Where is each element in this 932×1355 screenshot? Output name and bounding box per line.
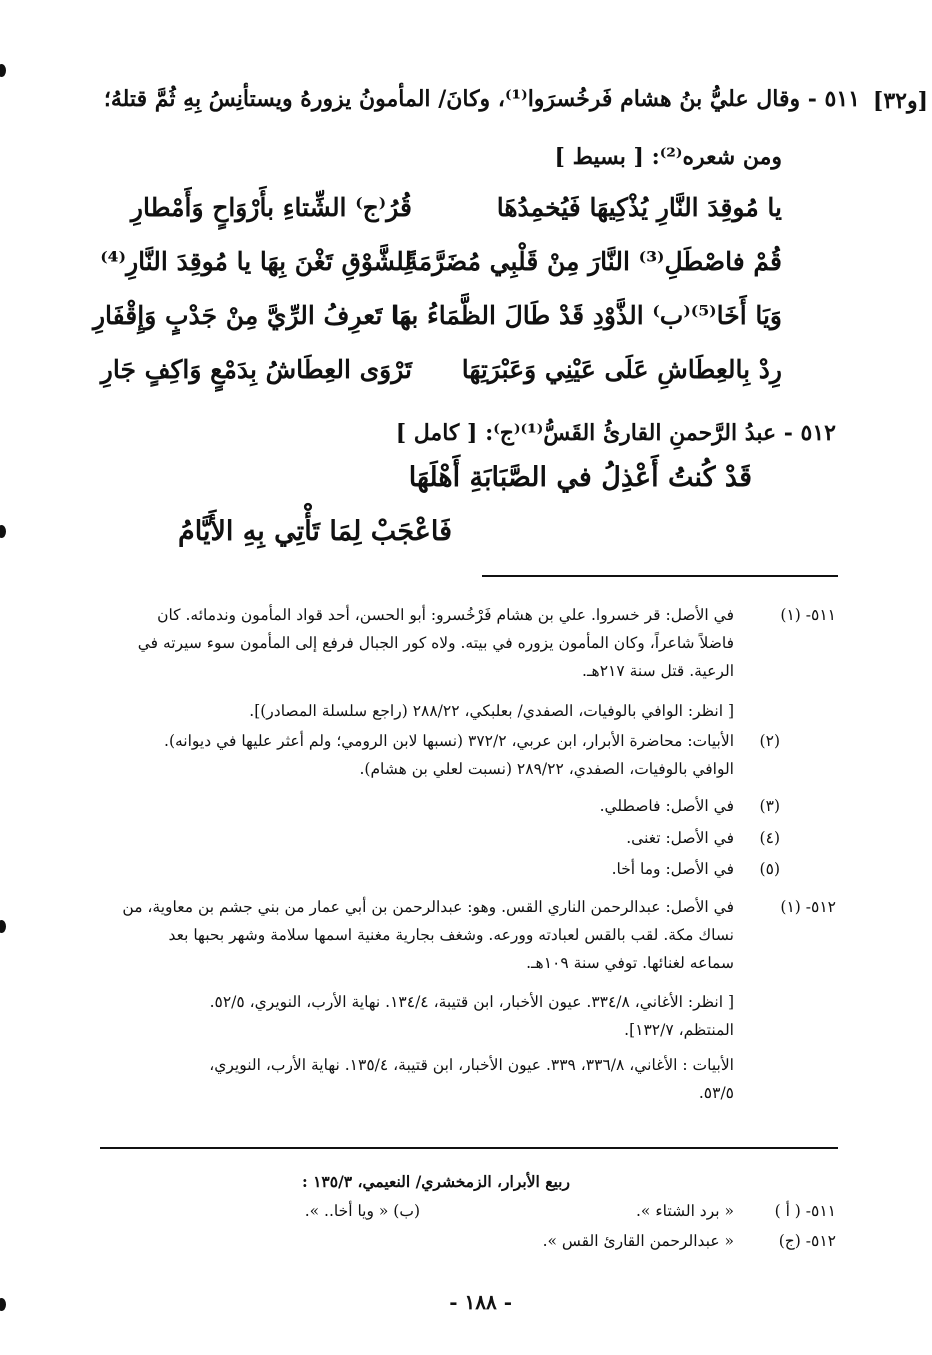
folio-marker: [و٣٢] [872,88,928,114]
footnote-line: [ انظر: الأغاني، ٣٣٤/٨. عيون الأخبار، ابن قتيبة، ١٣٤/٤. نهاية الأرب، النويري، ٥٢/٥. [209,993,734,1011]
footnote-separator [482,575,838,577]
footnote-line: نساك مكة. لقب بالقس لعبادته وورعه. وشغف بجارية مغنية اسمها سلامة وشهر بحبها بعد [168,926,734,944]
variant-511-b: (ب) « ويا أخا.. ». [304,1202,420,1220]
binding-dot [0,920,6,933]
variant-512-label: ٥١٢- (ج) [778,1232,836,1250]
entry-512-line: ٥١٢ - عبدُ الرَّحمنِ القارئُ القَسُّ⁽¹⁾⁽ج⁾: [ كامل ] [395,420,836,446]
footnote-2-label: (٢) [759,732,780,750]
footnote-line: [ انظر: الوافي بالوفيات، الصفدي/ بعلبكي، ٢٨٨/٢٢ (راجع سلسلة المصادر)]. [249,702,734,720]
verse-511-3-left: مَا تَعرِفُ الرِّيَّ مِنْ جَدْبٍ وَإِقْفَارِ [92,301,412,330]
variant-511-a: « برد الشتاء ». [636,1202,734,1220]
footnote-line: فاضلاً شاعراً، وكان المأمون يزوره في بيته. ولاه كور الجبال فرفع إلى المأمون سوء سيرته في [137,634,734,652]
verse-511-3-right: وَيَا أَخَا⁽⁵⁾⁽ب⁾ الذَّوْدِ قَدْ طَالَ الظَّمَاءُ بها [392,301,782,330]
variant-511-label: ٥١١- ( أ ) [774,1202,836,1220]
footnote-5-label: (٥) [759,860,780,878]
footnote-line: الرعية. قتل سنة ٢١٧هـ. [582,662,734,680]
entry-511-line-1: ٥١١ - وقال عليُّ بنُ هشام فَرخُسرَوا⁽¹⁾، وكانَ/ المأمونُ يزورهُ ويستأنِسُ بِهِ ثُمَّ قتلهُ؛ [103,86,860,112]
footnote-line: في الأصل: تغنى. [626,829,734,847]
variant-512-c: « عبدالرحمن القارئ القس ». [542,1232,734,1250]
variants-heading: ربيع الأبرار، الزمخشري/ النعيمي، ١٣٥/٣ : [301,1172,570,1191]
binding-dot [0,1298,6,1311]
footnote-line: الوافي بالوفيات، الصفدي، ٢٨٩/٢٢ (نسبت لعلي بن هشام). [359,760,734,778]
verse-511-2-right: قُمْ فاصْطَلِ⁽³⁾ النَّارَ مِنْ قَلْبِي مُضَرَّمَةً [405,247,782,276]
verse-512-right: قَدْ كُنتُ أَعْذِلُ في الصَّبَابَةِ أَهْلَهَا [408,462,752,493]
verse-511-2-left: لِلشَّوْقِ تَغْنَ بِهَا يا مُوقِدَ النَّارِ⁽⁴⁾ [100,247,412,276]
verse-511-1-right: يا مُوقِدَ النَّارِ يُذْكِيهَا فَيُخمِدُهَا [496,193,782,222]
verse-511-4-left: تَرْوَى العِطَاشُ بِدَمْعٍ وَاكِفٍ جَارِ [100,355,412,384]
footnote-line: سماعه لغنائها. توفي سنة ١٠٩هـ. [526,954,734,972]
binding-dot [0,64,6,77]
footnote-511-label: ٥١١- (١) [780,606,836,624]
entry-511-line-2: ومن شعره⁽²⁾: [ بسيط ] [554,144,782,170]
footnote-512-label: ٥١٢- (١) [780,898,836,916]
binding-dot [0,525,6,538]
footnote-line: الأبيات: محاضرة الأبرار، ابن عربي، ٣٧٢/٢ (نسبها لابن الرومي؛ ولم أعثر عليها في ديوانه). [164,732,734,750]
footnote-line: المنتظم، ١٣٢/٧]. [624,1021,734,1039]
footnote-line: في الأصل: فاصطلي. [599,797,734,815]
footnote-line: الأبيات : الأغاني، ٣٣٦/٨، ٣٣٩. عيون الأخبار، ابن قتيبة، ١٣٥/٤. نهاية الأرب، النويري، [209,1056,734,1074]
verse-511-4-right: رِدْ بِالعِطَاشِ عَلَى عَيْنِي وَعَبْرَتِهَا [461,355,782,384]
footnote-line: في الأصل: عبدالرحمن الناري القس. وهو: عبدالرحمن بن أبي عمار من بني جشم بن معاوية، من [122,898,734,916]
footnote-3-label: (٣) [759,797,780,815]
footnote-line: في الأصل: وما أخا. [611,860,734,878]
footnote-line: ٥٣/٥. [698,1084,734,1102]
page-number: - ١٨٨ - [449,1290,512,1314]
footnote-4-label: (٤) [759,829,780,847]
footnote-line: في الأصل: قر خسروا. علي بن هشام فَرْخُسرو: أبو الحسن، أحد قواد المأمون وندمائه. كان [157,606,734,624]
variants-separator [100,1147,838,1149]
verse-511-1-left: قُرُ⁽ج⁾ الشِّتاءِ بأَرْوَاحٍ وَأَمْطارِ [130,193,412,222]
verse-512-left: فَاعْجَبْ لِمَا تَأْتِي بِهِ الأَيَّامُ [178,516,452,547]
